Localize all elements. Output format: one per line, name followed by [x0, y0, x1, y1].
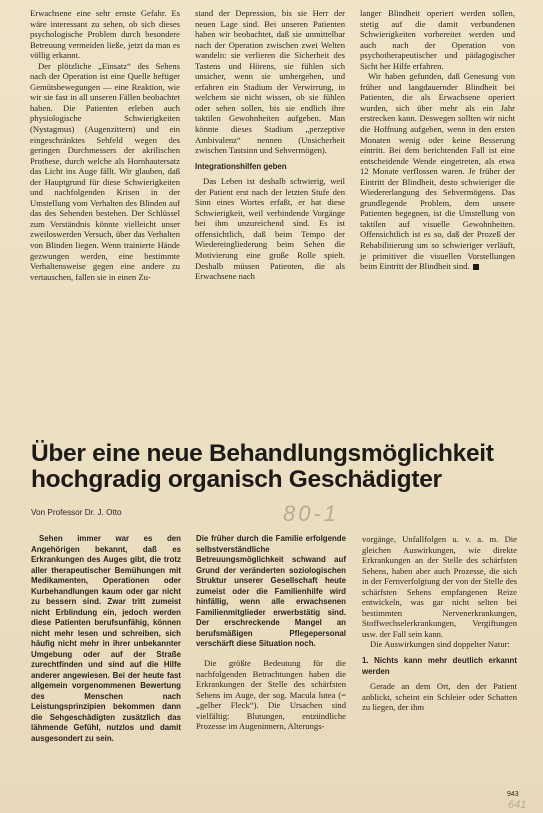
paragraph: Die größte Bedeutung für die nachfolgenden Betrachtungen haben die Erkrankungen der Stelle des schärfsten Sehens im Auge, der sog. Macula lutea (= „gelber Fleck“). Die Ursachen sind vielfältig: Blutungen, entzündliche Prozesse im Augeninnern, Alterungs- [196, 658, 346, 732]
paragraph: Das Leben ist deshalb schwierig, weil der Patient erst nach der letzten Stufe den Sinn eines Wortes erfaßt, er hat diese Schwierigkeit, weil verbindende Vorgänge bei ihm unzureichend sind. Es ist offensichtlich, daß beim Tempo der Wiedereingliederung beim Sehen die Motivierung eine große Rolle spielt. Deshalb müssen Patienten, die als Erwachsene nach [195, 176, 345, 282]
top-column-3 [360, 8, 515, 272]
headline-line-1: Über eine neue Behandlungsmöglichkeit [31, 440, 494, 467]
paragraph [360, 71, 515, 271]
paragraph: Erwachsene eine sehr ernste Gefahr. Es wäre interessant zu sehen, ob sich dieses psychologische Problem durch besondere Betreuung vermeiden ließe, jetzt da man es völlig erkannt. [30, 8, 180, 61]
paragraph: Die Auswirkungen sind doppelter Natur: [370, 639, 510, 650]
bottom-column-3 [362, 534, 517, 713]
handwritten-page-number: 641 [508, 799, 527, 811]
bottom-column-1 [31, 534, 181, 744]
article-headline [31, 441, 531, 493]
bottom-column-2 [196, 534, 346, 732]
paragraph: Der plötzliche „Einsatz“ des Sehens nach der Operation ist eine Quelle heftiger Gemütsbewegungen — eine Reaktion, wie wir sie fast in all unseren Fällen beobachtet haben. Die Patienten erleben auch physiologische Schwierigkeiten (Nystagmus) (Augenzittern) und ein eingeschränktes Sehfeld wegen des geringen Durchmessers der akrilischen Prothese, durch welche als Hornhautersatz das Licht ins Auge fällt. Wir glauben, daß der Hauptgrund für diese Schwierigkeiten und nachfolgenden Krisen in der Umstellung vom Verhalten des Blinden auf das des Sehenden bestehen. Der Schlüssel zum Verständnis könnte vielleicht unser zweiloswerden Versuch, über das Verhalten von Blinden liegen. Wenn trainierte Hände gezwungen werden, eine bestimmte Verhaltensweise gegen eine andere zu vertauschen, fallen sie in einen Zu- [30, 60, 180, 282]
subheading: Integrationshilfen geben [195, 161, 287, 171]
lead-paragraph: Sehen immer war es den Angehörigen bekannt, daß es Erkrankungen des Auges gibt, die trotz aller therapeutischer Bemühungen mit Medikamenten, Operationen oder Kurbehandlungen kaum oder gar nicht zu bessern sind. Zwar tritt zumeist nicht Erblindung ein, jedoch werden diese Patienten berufsunfähig, können nicht mehr lesen und schreiben, sich häufig nicht mehr in ihrer unbekannter Umgebung oder auf der Straße zurechtfinden und sind auf die Hilfe anderer angewiesen. Bei der heute fast allgemein vorgenommenen Bewertung des Menschen nach Leistungsprinzipien bekommen dann die Sehgeschädigten zusätzlich das lähmende Gefühl, nutzlos und damit ausgesondert zu sein. [31, 534, 181, 743]
byline: Von Professor Dr. J. Otto [31, 508, 122, 517]
paragraph: Gerade an dem Ort, den der Patient anblickt, scheint ein Schleier oder Schatten zu liegen, der ihm [362, 681, 517, 713]
paragraph: langer Blindheit operiert werden sollen, stetig auf die damit verbundenen Schwierigkeiten vorbereitet werden und auch nach der Operation von psychotherapeutischer und pädagogischer Sicht her Hilfe erfahren. [360, 8, 515, 71]
handwritten-note: 80-1 [283, 501, 340, 526]
subheading: 1. Nichts kann mehr deutlich erkannt werden [362, 656, 517, 676]
top-column-1 [30, 8, 180, 282]
lead-paragraph: Die früher durch die Familie erfolgende selbstverständliche Betreuungsmöglichkeit schwand auf Grund der veränderten soziologischen Struktur unserer Gesellschaft heute zumeist oder die Familienhilfe wird hinfällig, wenn alle erwachsenen Familienmitglieder erwerbstätig sind. Der erschreckende Mangel an berufsmäßigen Pflegepersonal verschärft diese Situation noch. [196, 534, 346, 649]
end-of-article-mark [473, 264, 479, 270]
headline-line-2: hochgradig organisch Geschädigter [31, 466, 442, 493]
paragraph: vorgänge, Unfallfolgen u. v. a. m. Die gleichen Auswirkungen, wie direkte Erkrankungen an der Stelle des schärfsten Sehens, haben aber auch Prozesse, die sich in der Fernverfolgtung der von der Stelle des schärfsten Sehens empfangenen Reize entwickeln, was gar nicht selten bei bestimmten Nervenerkrankungen, Stoffwechselerkrankungen, Vergiftungen usw. der Fall sein kann. [362, 534, 517, 639]
paragraph-text: Wir haben gefunden, daß Genesung von früher und langdauernder Blindheit bei Patienten, die als Erwachsene operiert wurden, sich über mehr als ein Jahr erstrecken kann. Deswegen sollten wir nicht die Hoffnung aufgeben, wenn in den ersten Monaten wenig oder keine Besserung eintritt. Bei dem berichtenden Fall ist eine entscheidende Wende eingetreten, als etwa 12 Monate verflossen waren. Je früher der Eintritt der Blindheit, desto schwieriger die Wiedererlangung des Sehvermögens. Das grundlegende Problem, dem unsere Patienten begegnen, ist die Umstellung von taktilen auf visuelle Gewohnheiten. Offensichtlich ist es so, daß der Prozeß der Rehabilitierung um so schwieriger verläuft, je primitiver die visuellen Vorstellungen beim Eintritt der Blindheit sind. [360, 71, 515, 272]
page-number: 943 [507, 791, 519, 798]
paragraph: stand der Depression, bis sie Herr der neuen Lage sind. Bei unseren Patienten haben wir beobachtet, daß sie unmittelbar nach der Operation zwischen zwei Welten wandeln: sie verlieren die Sicherheit des Tastens und Hörens, sie fühlen sich unsicher, wenn sie umhergehen, und erfahren ein Stadium der Verwirrung, in welchem sie nicht wissen, ob sie fühlen oder sehen sollen, bis sie endlich ihre taktilen Gewohnheiten aufgeben. Man könnte dieses Stadium „perzeptive Ambivalenz“ nennen (Unsicherheit zwischen Tastsinn und Sehvermögen). [195, 8, 345, 156]
top-column-2 [195, 8, 345, 282]
